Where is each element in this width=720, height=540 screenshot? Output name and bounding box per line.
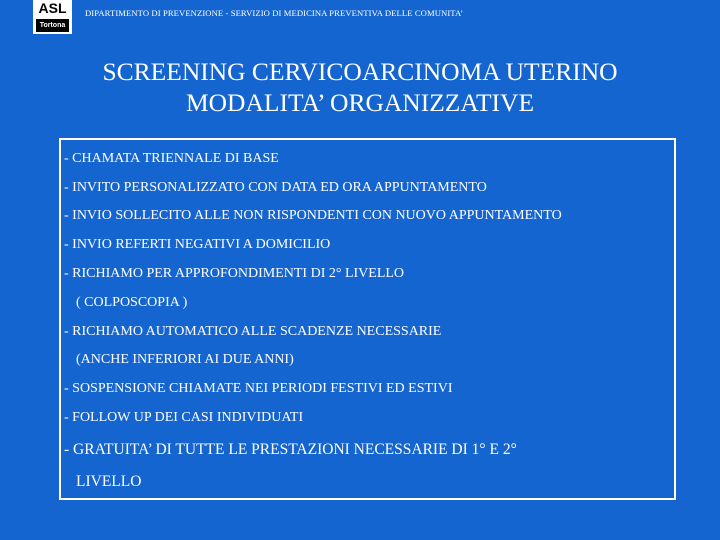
list-item: - SOSPENSIONE CHIAMATE NEI PERIODI FESTIVI ED ESTIVI <box>64 381 453 396</box>
asl-logo <box>33 0 72 34</box>
list-item: - INVIO REFERTI NEGATIVI A DOMICILIO <box>64 237 331 252</box>
page-title <box>0 56 720 118</box>
list-item: - FOLLOW UP DEI CASI INDIVIDUATI <box>64 410 304 425</box>
logo-text: ASL <box>38 0 67 16</box>
list-item: - INVITO PERSONALIZZATO CON DATA ED ORA APPUNTAMENTO <box>64 180 487 195</box>
title-line-2: MODALITA’ ORGANIZZATIVE <box>185 88 535 117</box>
title-line-1: SCREENING CERVICOARCINOMA UTERINO <box>102 57 618 86</box>
list-item: - INVIO SOLLECITO ALLE NON RISPONDENTI CON NUOVO APPUNTAMENTO <box>64 208 562 223</box>
department-header: DIPARTIMENTO DI PREVENZIONE - SERVIZIO DI MEDICINA PREVENTIVA DELLE COMUNITA’ <box>85 8 464 18</box>
logo-city: Tortona <box>36 19 69 32</box>
list-item: - GRATUITA’ DI TUTTE LE PRESTAZIONI NECESSARIE DI 1° E 2° <box>64 441 517 458</box>
list-item-continuation: (ANCHE INFERIORI AI DUE ANNI) <box>76 352 294 367</box>
list-item-continuation: ( COLPOSCOPIA ) <box>76 295 188 310</box>
list-item: - RICHIAMO PER APPROFONDIMENTI DI 2° LIVELLO <box>64 266 405 281</box>
list-item-continuation: LIVELLO <box>76 473 142 490</box>
list-item: - RICHIAMO AUTOMATICO ALLE SCADENZE NECESSARIE <box>64 324 442 339</box>
list-item: - CHAMATA TRIENNALE DI BASE <box>64 151 279 166</box>
